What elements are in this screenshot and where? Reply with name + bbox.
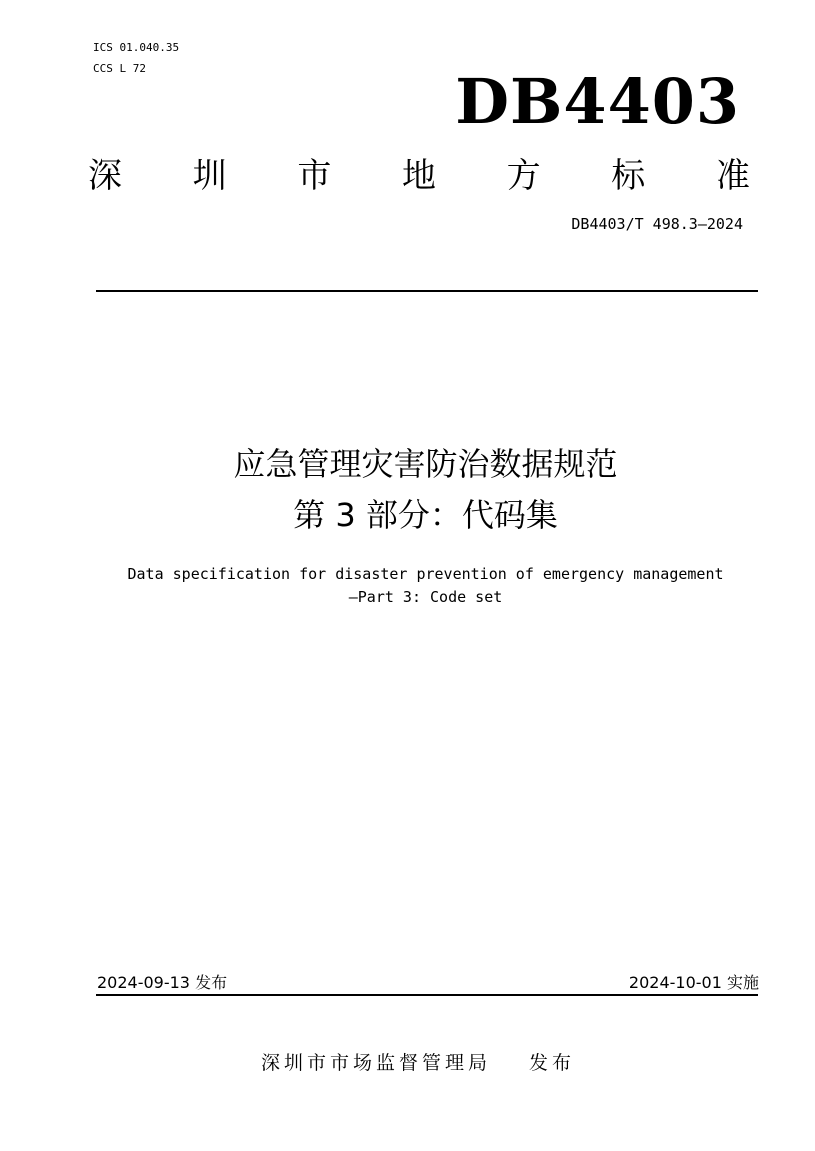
title-english-line-2: —Part 3: Code set <box>348 588 503 606</box>
title-chinese-line-2: 第 3 部分：代码集 <box>293 496 558 534</box>
issuer-line <box>0 1050 815 1076</box>
title-chinese-line-1: 应急管理灾害防治数据规范 <box>233 445 618 483</box>
standard-number: DB4403/T 498.3—2024 <box>571 215 743 233</box>
ics-code: ICS 01.040.35 <box>93 41 180 54</box>
standard-type-heading <box>88 154 750 198</box>
standard-type-char: 深 <box>88 156 122 196</box>
standard-type-char: 准 <box>715 156 750 196</box>
issuer-action: 发布 <box>529 1052 576 1074</box>
standard-type-char: 圳 <box>192 156 227 196</box>
standard-type-char: 地 <box>401 156 436 196</box>
standard-type-char: 标 <box>611 156 646 196</box>
bottom-divider <box>96 994 758 996</box>
standard-code-logo: DB4403 <box>455 65 740 138</box>
issuer-name: 深圳市市场监督管理局 <box>260 1052 491 1074</box>
standard-type-char: 市 <box>297 156 332 196</box>
top-divider <box>96 290 758 292</box>
standard-type-char: 方 <box>506 156 541 196</box>
issue-date: 2024-09-13 发布 <box>97 973 228 992</box>
title-english-line-1: Data specification for disaster prevention of emergency management <box>127 565 724 583</box>
ccs-code: CCS L 72 <box>93 62 146 75</box>
implementation-date: 2024-10-01 实施 <box>628 973 759 992</box>
